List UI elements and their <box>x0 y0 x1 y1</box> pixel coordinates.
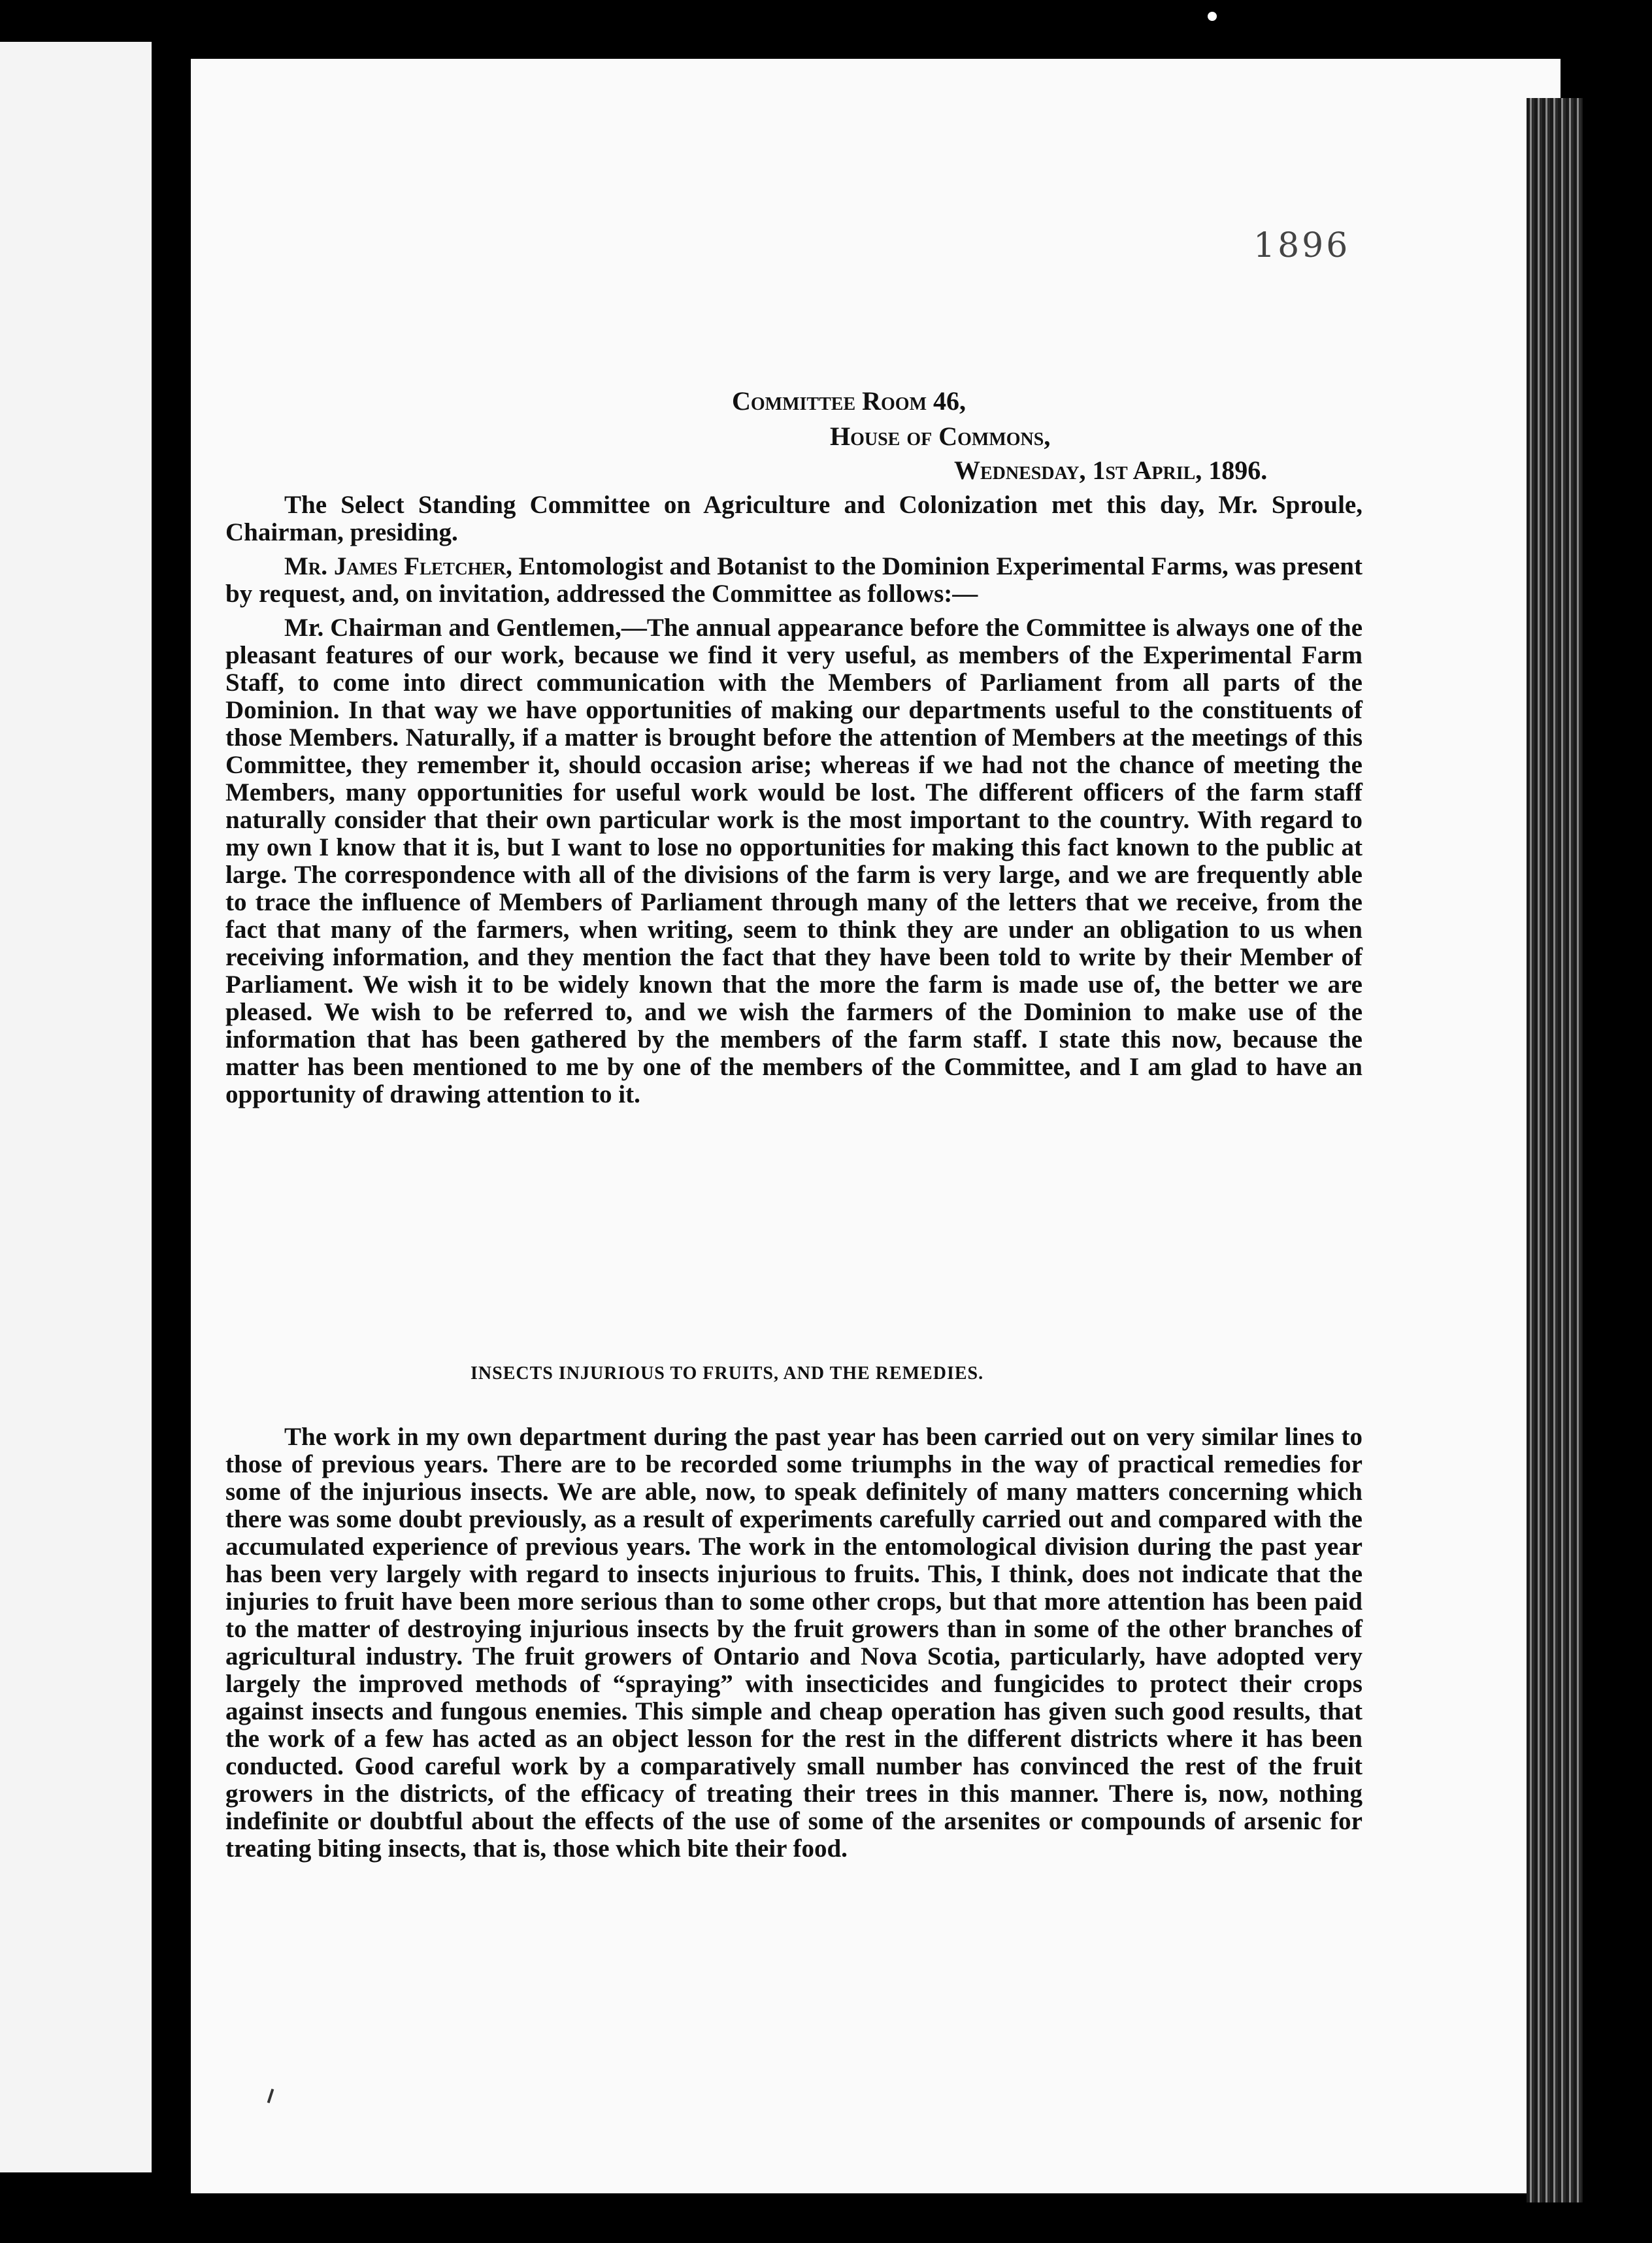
speaker-name: Mr. James Fletcher, <box>284 552 512 580</box>
book-gutter <box>152 26 191 2222</box>
heading-date: Wednesday, 1st April, 1896. <box>954 456 1268 485</box>
intro-paragraph: The Select Standing Committee on Agriculture and Colonization met this day, Mr. Sproule, Chairman, presiding. <box>225 491 1363 546</box>
body-text-section <box>225 1423 1363 1863</box>
fletcher-paragraph <box>225 553 1363 608</box>
page-edge-stack <box>1527 98 1583 2202</box>
scan-speck <box>1208 12 1217 21</box>
section-paragraph: The work in my own department during the past year has been carried out on very similar lines to those of previous years. There are to be recorded some triumphs in the way of practical remedies for some of the injurious insects. We are able, now, to speak definitely of many matters concerning which there was some doubt previously, as a result of experiments carefully carried out and compared with the accumulated experience of previous years. The work in the entomological division during the past year has been very largely with regard to insects injurious to fruits. This, I think, does not indicate that the injuries to fruit have been more serious than to some other crops, but that more attention has been paid to the matter of destroying injurious insects by the fruit growers than in some of the other branches of agricultural industry. The fruit growers of Ontario and Nova Scotia, particularly, have adopted very largely the improved methods of “spraying” with insecticides and fungicides to protect their crops against insects and fungous enemies. This simple and cheap operation has given such good results, that the work of a few has acted as an object lesson for the rest in the different districts where it has been conducted. Good careful work by a comparatively small number has convinced the rest of the fruit growers in the districts, of the efficacy of treating their trees in this manner. There is, now, nothing indefinite or doubtful about the effects of the use of some of the arsenites or compounds of arsenic for treating biting insects, that is, those which bite their food. <box>225 1423 1363 1863</box>
heading-house-of-commons: House of Commons, <box>830 422 1051 451</box>
document-page <box>191 59 1561 2193</box>
page-number: 1896 <box>1253 226 1351 265</box>
body-text-top <box>225 491 1363 1108</box>
fletcher-text: Entomologist and Botanist to the Dominion Experimental Farms, was present by request, and, on invitation, addressed the Committee as follows:— <box>225 552 1363 608</box>
address-paragraph: Mr. Chairman and Gentlemen,—The annual appearance before the Committee is always one of the pleasant features of our work, because we find it very useful, as members of the Experimental Farm Staff, to come into direct communication with the Members of Parliament from all parts of the Dominion. In that way we have opportunities of making our departments useful to the constituents of those Members. Naturally, if a matter is brought before the attention of Members at the meetings of this Committee, they remember it, should occasion arise; whereas if we had not the chance of meeting the Members, many opportunities for useful work would be lost. The different officers of the farm staff naturally consider that their own particular work is the most important to the country. With regard to my own I know that it is, but I want to lose no opportunities for making this fact known to the public at large. The correspondence with all of the divisions of the farm is very large, and we are frequently able to trace the influence of Members of Parliament through many of the letters that we receive, from the fact that many of the farmers, when writing, seem to think they are under an obligation to us when receiving information, and they mention the fact that they have been told to write by their Member of Parliament. We wish it to be widely known that the more the farm is made use of, the better we are pleased. We wish to be referred to, and we wish the farmers of the Dominion to make use of the information that has been gathered by the members of the farm staff. I state this now, because the matter has been mentioned to me by one of the members of the Committee, and I am glad to have an opportunity of drawing attention to it. <box>225 614 1363 1108</box>
heading-committee-room: Committee Room 46, <box>732 386 966 416</box>
section-title: INSECTS INJURIOUS TO FRUITS, AND THE REMEDIES. <box>471 1363 984 1384</box>
facing-page-edge <box>0 42 152 2172</box>
